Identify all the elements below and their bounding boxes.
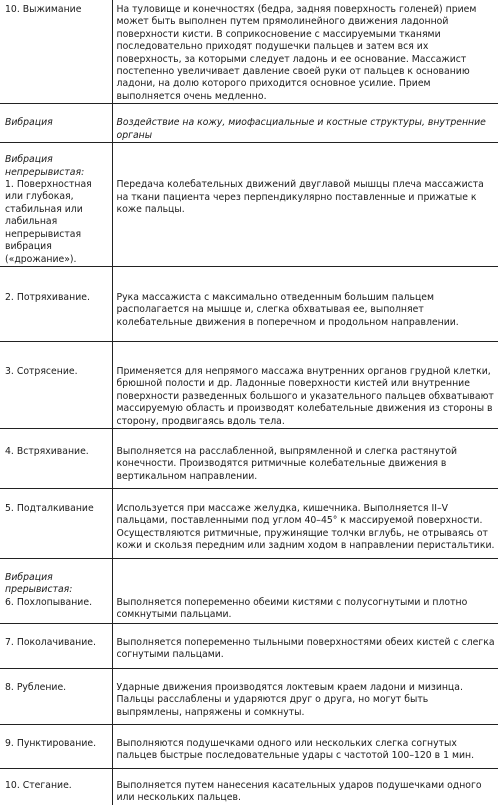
table-row [0, 104, 498, 143]
table-row [0, 558, 498, 623]
technique-name: 4. Встряхивание. [0, 428, 112, 488]
subsection-heading: Вибрация прерывистая: [5, 571, 73, 596]
technique-description: Ударные движения производятся локтевым краем ладони и мизинца. Пальцы расслаблены и ударяются друг о друга, но могут быть выпрямлены, напряжены и сомкнуты. [112, 668, 498, 724]
subsection-heading: Вибрация непрерывистая: [5, 154, 85, 178]
table-row [0, 428, 498, 488]
technique-description: Выполняется попеременно тыльными поверхностями обеих кистей с слегка согнутыми пальцами. [112, 623, 498, 668]
technique-description: На туловище и конечностях (бедра, задняя поверхность голеней) прием может быть выполнен путем прямолинейного движения ладонной поверхности кисти. В соприкосновение с массируемыми тканями последовательно приходят подушечки пальцев и затем вся их поверхность, за которыми следует ладонь и ее основание. Массажист постепенно увеличивает давление своей руки от пальцев к основанию ладони, на долю которого приходится основное усилие. Прием выполняется очень медленно. [112, 0, 498, 104]
table-row [0, 266, 498, 341]
technique-name: 7. Поколачивание. [0, 623, 112, 668]
section-description: Воздействие на кожу, миофасциальные и костные структуры, внутренние органы [112, 104, 498, 143]
technique-description: Выполняется попеременно обеими кистями с полусогнутыми и плотно сомкнутыми пальцами. [112, 558, 498, 623]
technique-description: Рука массажиста с максимально отведенным большим пальцем располагается на мышце и, слегка обхватывая ее, выполняет колебательные движения в поперечном и продольном направлении. [112, 266, 498, 341]
table-row [0, 143, 498, 267]
technique-name-text: 6. Похлопывание. [5, 596, 93, 608]
section-title: Вибрация [0, 104, 112, 143]
table-row [0, 623, 498, 668]
technique-name: 10. Выжимание [0, 0, 112, 104]
table-row [0, 0, 498, 104]
table-row [0, 488, 498, 558]
technique-name: 3. Сотрясение. [0, 341, 112, 428]
technique-description: Выполняется путем нанесения касательных ударов подушечками одного или нескольких пальцев. [116, 779, 482, 804]
technique-description: Передача колебательных движений двуглавой мышцы плеча массажиста на ткани пациента через перпендикулярно поставленные и прижатые к коже пальцы. [112, 143, 498, 267]
technique-name-text: 1. Поверхностная или глубокая, стабильная или лабильная непрерывистая вибрация («дрожание»). [5, 179, 92, 265]
technique-name: 2. Потряхивание. [0, 266, 112, 341]
table-row [0, 768, 498, 804]
technique-name: 10. Стегание. [0, 768, 112, 804]
technique-name [0, 143, 112, 267]
technique-name: 9. Пунктирование. [0, 724, 112, 768]
table-row [0, 668, 498, 724]
technique-name: 8. Рубление. [0, 668, 112, 724]
technique-description: Выполняется на расслабленной, выпрямленной и слегка растянутой конечности. Производятся ритмичные колебательные движения в вертикальном направлении. [112, 428, 498, 488]
technique-name: 5. Подталкивание [0, 488, 112, 558]
table-row [0, 724, 498, 768]
table-row [0, 341, 498, 428]
technique-name [0, 558, 112, 623]
technique-description: Применяется для непрямого массажа внутренних органов грудной клетки, брюшной полости и др. Ладонные поверхности кистей или внутренние поверхности разведенных большого и указательного пальцев обхватывают массируемую область и производят колебательные движения из стороны в сторону, продвигаясь вдоль тела. [112, 341, 498, 428]
technique-description: Используется при массаже желудка, кишечника. Выполняется II–V пальцами, поставленными под углом 40–45° к массируемой поверхности. Осуществляются ритмичные, пружинящие толчки вглубь, не отрываясь от кожи и скользя передним или задним ходом в направлении перистальтики. [112, 488, 498, 558]
technique-description: Выполняются подушечками одного или нескольких слегка согнутых пальцев быстрые последовательные удары с частотой 100–120 в 1 мин. [112, 724, 498, 768]
